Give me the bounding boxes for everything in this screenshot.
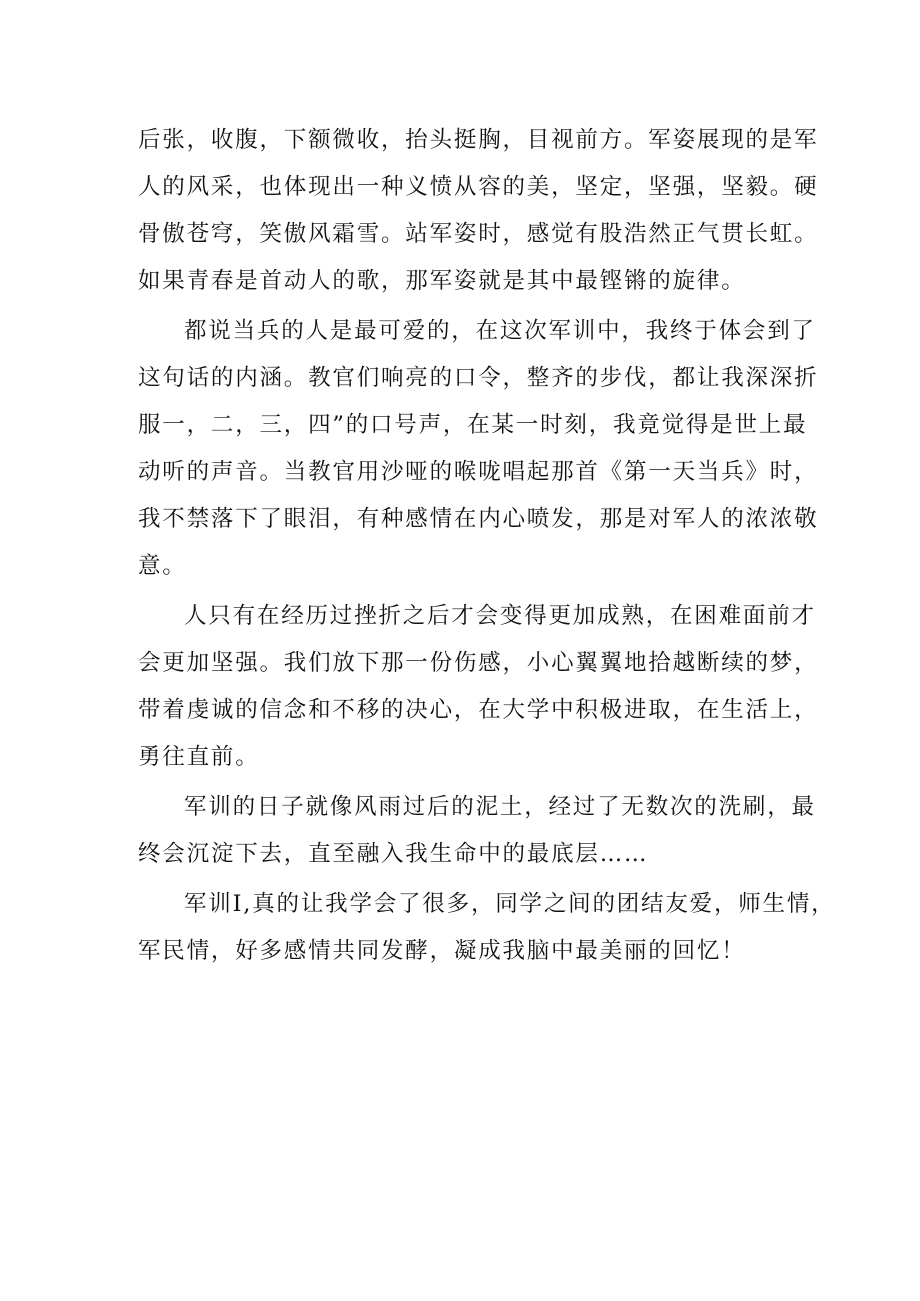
text-line: 人只有在经历过挫折之后才会变得更加成熟，在困难面前才 [184,603,816,629]
paragraph-1 [138,117,819,305]
text-line: 动听的声音。当教官用沙哑的喉咙唱起那首《第一天当兵》时， [138,459,819,485]
text-line: 会更加坚强。我们放下那一份伤感，小心翼翼地拾越断续的梦， [138,650,819,676]
text-line: 军训的日子就像风雨过后的泥土，经过了无数次的洗刷，最 [184,794,816,820]
paragraph-5 [138,881,836,975]
text-line: 意。 [138,553,187,579]
paragraph-4 [138,784,816,878]
text-line: 终会沉淀下去，直至融入我生命中的最底层…… [138,841,649,867]
text-line: 这句话的内涵。教官们响亮的口令，整齐的步伐，都让我深深折 [138,365,819,391]
text-line: 带着虔诚的信念和不移的决心，在大学中积极进取，在生活上， [138,697,819,723]
text-line: 骨傲苍穹，笑傲风霜雪。站军姿时，感觉有股浩然正气贯长虹。 [138,221,819,247]
text-line: 人的风采，也体现出一种义愤从容的美，坚定，坚强，坚毅。硬 [138,174,819,200]
text-line: 后张，收腹，下额微收，抬头挺胸，目视前方。军姿展现的是军 [138,127,819,153]
text-line: 勇往直前。 [138,744,260,770]
paragraph-2 [138,308,819,590]
text-line: 都说当兵的人是最可爱的，在这次军训中，我终于体会到了 [184,318,816,344]
text-line: 军民情，好多感情共同发酵，凝成我脑中最美丽的回忆！ [138,938,746,964]
text-line: 服一，二，三，四”的口号声，在某一时刻，我竟觉得是世上最 [138,412,808,438]
text-line: 我不禁落下了眼泪，有种感情在内心喷发，那是对军人的浓浓敬 [138,506,819,532]
text-line: 军训I,真的让我学会了很多，同学之间的团结友爱，师生情， [184,891,836,917]
text-line: 如果青春是首动人的歌，那军姿就是其中最铿锵的旋律。 [138,268,746,294]
document-body [138,117,836,978]
paragraph-3 [138,593,819,781]
